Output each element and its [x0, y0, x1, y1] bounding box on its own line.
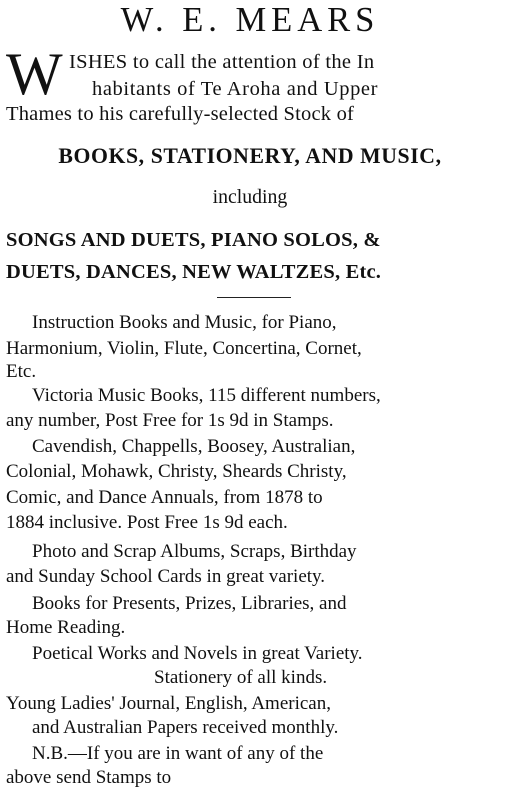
body-line: and Australian Papers received monthly.	[32, 717, 339, 738]
body-line: Harmonium, Violin, Flute, Concertina, Cornet,	[6, 338, 362, 359]
body-line: Etc.	[6, 361, 37, 382]
body-line: Young Ladies' Journal, English, American,	[6, 693, 331, 714]
divider-rule	[217, 297, 291, 298]
body-line: Photo and Scrap Albums, Scraps, Birthday	[32, 541, 357, 562]
songs-heading-line: SONGS AND DUETS, PIANO SOLOS, &	[6, 229, 381, 251]
intro-line: habitants of Te Aroha and Upper	[92, 78, 379, 100]
body-line: N.B.—If you are in want of any of the	[32, 743, 324, 764]
songs-heading-line: DUETS, DANCES, NEW WALTZES, Etc.	[6, 261, 382, 283]
drop-cap: W	[6, 41, 63, 107]
body-line: above send Stamps to	[6, 767, 172, 788]
stock-headline: BOOKS, STATIONERY, AND MUSIC,	[58, 143, 442, 168]
body-line: Poetical Works and Novels in great Variety.	[32, 643, 363, 664]
body-line: Victoria Music Books, 115 different numbers,	[32, 385, 381, 406]
intro-line: Thames to his carefully-selected Stock of	[6, 103, 355, 125]
body-line: Stationery of all kinds.	[154, 667, 328, 688]
advertiser-name: W. E. MEARS	[120, 0, 380, 39]
body-line: Instruction Books and Music, for Piano,	[32, 312, 337, 333]
body-line: and Sunday School Cards in great variety.	[6, 566, 326, 587]
body-line: any number, Post Free for 1s 9d in Stamps.	[6, 410, 334, 431]
body-line: Comic, and Dance Annuals, from 1878 to	[6, 487, 323, 508]
body-line: Home Reading.	[6, 617, 126, 638]
body-line: Books for Presents, Prizes, Libraries, and	[32, 593, 347, 614]
intro-line: ISHES to call the attention of the In	[69, 51, 375, 73]
body-line: Cavendish, Chappells, Boosey, Australian,	[32, 436, 356, 457]
body-line: Colonial, Mohawk, Christy, Sheards Christy,	[6, 461, 347, 482]
body-line: 1884 inclusive. Post Free 1s 9d each.	[6, 512, 288, 533]
including-label: including	[212, 186, 288, 208]
